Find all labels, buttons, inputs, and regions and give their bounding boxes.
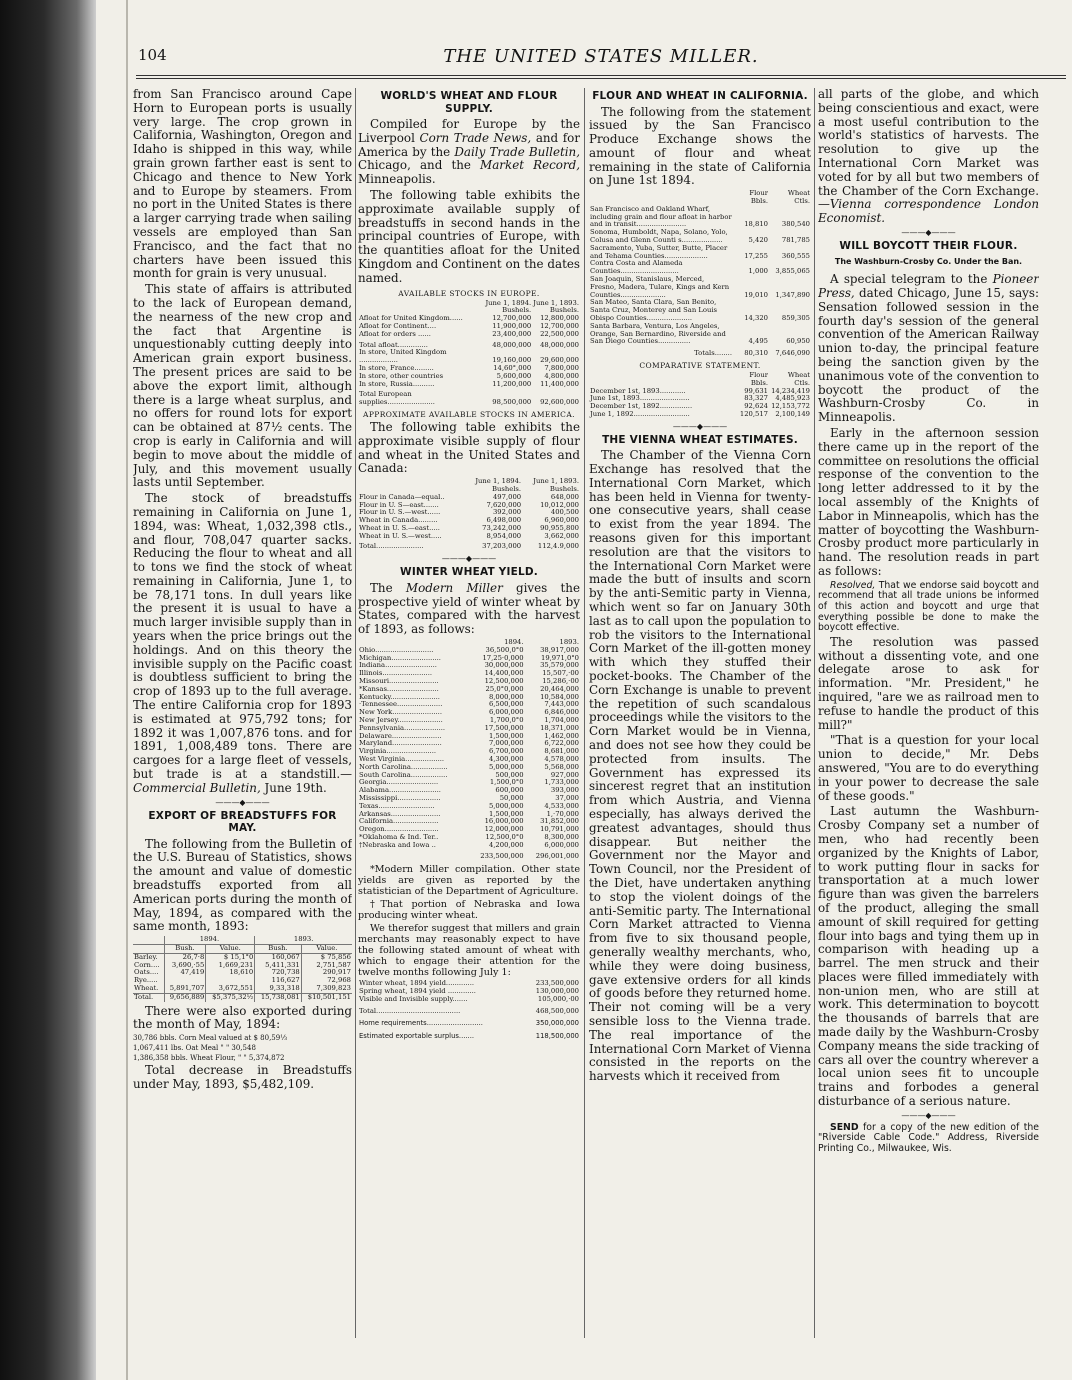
table-row: Illinois....................... 14,400,000 15,507,·00 — [359, 669, 579, 678]
table-row: California..................... 16,000,000 31,852,000 — [359, 817, 579, 826]
table-row: Alabama........................ 600,000 393,000 — [359, 786, 579, 795]
column-4 — [818, 88, 1039, 1368]
table-row: Pennsylvania................... 17,500,000 18,371,000 — [359, 723, 579, 732]
table-row: Arkansas....................... 1,500,000 1,·70,000 — [359, 809, 579, 818]
table-row: Rye..... 116,627 72,968 — [134, 976, 351, 985]
daily-trade-bulletin: Daily Trade Bulletin, — [454, 144, 580, 159]
table-row: San Joaquin, Stanislaus, Merced, Fresno, Madera, Tulare, Kings and Kern Counties..................... 19,010 1,347,890 — [590, 275, 810, 299]
table-total-row: Total...................... 37,203,000 112,4.9,000 — [359, 542, 579, 551]
table-row: In store, Russia.......... 11,200,000 11,400,000 — [359, 379, 579, 388]
table-row: Wheat in U. S.—east..... 73,242,000 90,955,800 — [359, 523, 579, 532]
header-rule — [136, 75, 1066, 76]
europe-stocks-table: June 1, 1894. June 1, 1893. Bushels. Bushels. Afloat for United Kingdom...... 12,700,000 12,800,000 Afloat for Continent.... 11,900,000 12,700,000 Afloat for orders ...... 23,400,000 22,500,000 Total afloat.............. 48,000,000 48,000,000 In store, United Kingdom .................. 19,160,000 29,600,000 In store, France......... 14,60°,000 7,800,000 In store, other countries 5,600,000 4,800,000 In store, Russia.......... 11,200,000 11,400,000 Total European supplies...................... 98,500,000 92,600,000 — [359, 298, 579, 407]
journal-title: THE UNITED STATES MILLER. — [443, 46, 759, 67]
table-row: Texas.......................... 5,000,000 4,533,000 — [359, 801, 579, 810]
table-row: Missouri....................... 12,500,000 15,286,·00 — [359, 676, 579, 685]
table-row: Total....................................... 468,500,000 — [359, 1006, 579, 1015]
table-row: Home requirements.......................... 350,000,000 — [359, 1019, 579, 1028]
table-row: †Nebraska and Iowa .. 4,200,000 6,000,000 — [359, 840, 579, 849]
california-stock-paragraph — [133, 492, 352, 796]
table-row: *Kansas........................ 25,0°0,000 20,464,000 — [359, 684, 579, 693]
table-total-row: Total European supplies...................... 98,500,000 92,600,000 — [359, 390, 579, 407]
bush-header: Bush. — [164, 945, 206, 954]
total-decrease-paragraph: Total decrease in Breadstuffs under May, 1893, $5,482,109. — [133, 1063, 352, 1091]
afternoon-paragraph: Early in the afternoon session there came up in the report of the committee on resolutions the official response of the convention to the long letter addressed to it by the local assembly of the Knights of Labor in Minneapolis, which has the matter of boycotting the Washburn-Crosby product more particularly in hand. The resolution reads in part as follows: — [818, 426, 1039, 578]
world-supply-heading: WORLD'S WHEAT AND FLOUR SUPPLY. — [380, 90, 558, 115]
table-total-row: 233,500,000 296,001,000 — [480, 852, 579, 861]
resolution-passed-paragraph: The resolution was passed without a dissenting vote, and one delegate arose to ask for information. "Mr. President," he inquired, "are we as railroad men to refuse to handle the product of this mill?" — [818, 634, 1039, 732]
table-row: Wheat in U. S.—west..... 8,954,000 3,662,000 — [359, 531, 579, 540]
table-row: Delaware....................... 1,500,000 1,462,000 — [359, 731, 579, 740]
resolved-paragraph: Resolved, That we endorse said boycott and recommend that all trade unions be informed of this action and boycott and urge that everything possible be done to make the boycott effective. — [818, 579, 1039, 634]
table-row: Mississippi.................... 50,000 37,000 — [359, 793, 579, 802]
year-1894-header: 1894. — [164, 936, 255, 944]
california-stock-table: Flour Bbls. Wheat Ctls. San Francisco and Oakland Wharf, including grain and flour afloat in harbor and in transit....................... 18,810 380,540 Sonoma, Humboldt, Napa, Solano, Yolo, Colusa and Glenn Counti s................... 5,420 781,785 Sacramento, Yuba, Sutter, Butte, Placer and Tehama Counties.................... 17,255 360,555 Contra Costa and Alameda Counties........................... 1,000 3,855,065 San Joaquin, Stanislaus, Merced, Fresno, Madera, Tulare, Kings and Kern Counties..................... 19,010 1,347,890 San Mateo, Santa Clara, San Benito, Santa Cruz, Monterey and San Louis Obispo Counties..................... 14,320 859,305 Santa Barbara, Ventura, Los Angeles, Orange, San Bernardino, Riverside and San Diego Counties............... 4,495 60,950 Totals........ 80,310 7,646,090 — [590, 189, 810, 358]
table-row: Georgia........................ 1,500,0°0 1,733,000 — [359, 778, 579, 787]
table-row: Total afloat.............. 48,000,000 48,000,000 — [359, 340, 579, 349]
table-row: Maryland....................... 7,000,000 6,722,000 — [359, 739, 579, 748]
also-exported-line: 1,067,411 lbs. Oat Meal " " 30,548 — [133, 1044, 256, 1053]
table-row: Wheat. 5,891,707 3,672,551 9,33,318 7,309,823 — [134, 984, 351, 992]
source-date: June 19th. — [264, 780, 327, 795]
modern-miller: Modern Miller — [405, 580, 503, 595]
table-row: West Virginia.................. 4,300,000 4,578,000 — [359, 754, 579, 763]
also-exported-line: 30,786 bbls. Corn Meal valued at $ 80,59⅓ — [133, 1034, 287, 1043]
table-row: Indiana........................ 30,000,000 35,579,000 — [359, 661, 579, 670]
ornament-divider: ———◆——— — [441, 554, 497, 564]
table-row: Visible and Invisible supply....... 105,000,·00 — [359, 994, 579, 1003]
table-row: Corn.... 3,690,·55 1,669,231 5,411,331 2,751,587 — [134, 960, 351, 969]
vienna-heading: THE VIENNA WHEAT ESTIMATES. — [602, 433, 798, 446]
table-row: San Mateo, Santa Clara, San Benito, Santa Cruz, Monterey and San Louis Obispo Counties..................... 14,320 859,305 — [590, 298, 810, 323]
table-row: June 1st, 1893....................... 83,327 4,485,923 — [590, 394, 810, 403]
table-row: Afloat for United Kingdom...... 12,700,000 12,800,000 — [359, 314, 579, 323]
table-total-row: Total. 9,656,889 $5,375,32½ 15,738,081 $10,501,151 — [134, 992, 351, 1001]
table-row: Santa Barbara, Ventura, Los Angeles, Orange, San Bernardino, Riverside and San Diego Counties............... 4,495 60,950 — [590, 321, 810, 346]
table-row: June 1, 1892.......................... 120,517 2,100,149 — [590, 410, 810, 418]
america-table-caption: APPROXIMATE AVAILABLE STOCKS IN AMERICA. — [363, 409, 575, 419]
world-supply-intro: Compiled for Europe by the Liverpool Corn Trade News, and for America by the Daily Trade Bulletin, Chicago, and the Market Record, Minneapolis. — [358, 117, 580, 187]
corn-trade-news: Corn Trade News, — [419, 130, 532, 145]
stock-text: The stock of breadstuffs remaining in California on June 1, 1894, was: Wheat, 1,032,398 ctls., and flour, 708,047 quarter sacks. Reducing the flour to wheat and all to tons we find the stock of wheat remaining in California, June 1, to be 78,171 tons. In dull years like the present it is usual to have a much larger invisible supply than in years when the price brings out the holdings. And on this theory the invisible supply on the Pacific coast is doubtless sufficient to bring the crop of 1893 up to the full average. The entire California crop for 1893 is estimated at 975,792 tons; for 1892 it was 1,007,876 tons. and for 1891, 1,008,489 tons. There are cargoes for a large fleet of vessels, but trade is at a standstill.— — [133, 491, 352, 782]
newspaper-page — [96, 0, 1072, 1380]
also-exported-paragraph: There were also exported during the month of May, 1894: — [133, 1003, 352, 1032]
suggest-paragraph: We therefor suggest that millers and grain merchants may reasonably expect to have the following stated amount of wheat with which to engage their attention for the twelve months following July 1: — [358, 923, 580, 979]
vienna-continued: all parts of the globe, and which being conscientious and exact, were a most useful contribution to the world's statistics of harvests. The resolution to give up the International Corn Market was voted for by all but two members of the Chamber of the Corn Exchange.—Vienna correspondence London Economist. — [818, 88, 1039, 226]
page-number: 104 — [138, 46, 167, 64]
table-total-row: Totals........ 80,310 7,646,090 — [694, 349, 810, 358]
california-flour-intro: The following from the statement issued by the San Francisco Produce Exchange shows the amount of flour and wheat remaining in the state of California on June 1st 1894. — [589, 104, 811, 188]
debs-paragraph: "That is a question for your local union to decide," Mr. Debs answered, "You are to do everything in your power to decrease the sale of these goods." — [818, 733, 1039, 803]
table-row: Spring wheat, 1894 yield ............. 130,000,000 — [359, 987, 579, 996]
footnote-modern-miller: *Modern Miller compilation. Other state yields are given as reported by the statistician of the Department of Agriculture. — [358, 864, 580, 898]
america-stocks-table: June 1, 1894. June 1, 1893. Bushels. Bushels. Flour in Canada—equal.. 497,000 648,000 Flour in U. S—east....... 7,620,000 10,012,000 Flour in U. S.—west...... 392,000 400,500 Wheat in Canada......... 6,498,000 6,960,000 Wheat in U. S.—east..... 73,242,000 90,955,800 Wheat in U. S.—west..... 8,954,000 3,662,000 Total...................... 37,203,000 112,4.9,000 — [359, 477, 579, 551]
comparative-table: Flour Bbls. Wheat Ctls. December 1st, 1893............ 99,631 14,234,419 June 1st, 1893....................... 83,327 4,485,923 December 1st, 1892............... 92,624 12,153,772 June 1, 1892.......................... 120,517 2,100,149 — [590, 371, 810, 418]
header-rule-thin — [136, 78, 1066, 79]
table-row: In store, other countries 5,600,000 4,800,000 — [359, 371, 579, 380]
table-row: Barley. 26,7·8 $ 15,1°0 160,067 $ 75,856 — [134, 952, 351, 961]
california-flour-heading: FLOUR AND WHEAT IN CALIFORNIA. — [592, 90, 808, 102]
footnote-nebraska-iowa: †That portion of Nebraska and Iowa producing winter wheat. — [358, 899, 580, 922]
column-rule-1 — [355, 88, 356, 1338]
table-row: Oats.... 47,419 18,610 720,738 290,917 — [134, 968, 351, 977]
column-1 — [133, 88, 352, 1368]
table-row: ·Tennessee..................... 6,500,000 7,443,000 — [359, 700, 579, 709]
europe-table-caption: AVAILABLE STOCKS IN EUROPE. — [398, 288, 540, 298]
boycott-heading: WILL BOYCOTT THEIR FLOUR. — [839, 239, 1018, 252]
bush-header: Bush. — [255, 945, 301, 954]
pioneer-press: Pioneer Press, — [818, 272, 1039, 301]
table-row: Flour in U. S.—west...... 392,000 400,500 — [359, 508, 579, 517]
source-citation: Commercial Bulletin, — [133, 780, 261, 795]
ornament-divider: ———◆——— — [672, 421, 728, 431]
europe-table-intro: The following table exhibits the approximate available supply of breadstuffs in second hands in the principal countries of Europe, with the quantities afloat for the United Kingdom and Continent on the dates named. — [358, 187, 580, 285]
column-3 — [589, 88, 811, 1368]
table-row: In store, United Kingdom .................. 19,160,000 29,600,000 — [359, 348, 579, 365]
table-row: New York....................... 6,000,000 6,846,000 — [359, 708, 579, 717]
value-header: Value. — [206, 945, 255, 954]
export-table — [133, 936, 352, 1001]
ornament-divider: ———◆——— — [215, 797, 270, 807]
boycott-paragraph: A special telegram to the Pioneer Press, dated Chicago, June 15, says: Sensation followed session in the fourth day's session of the general convention of the American Railway union to-day, the principal feature being the sanction given by the unanimous vote of the convention to boycott the product of the Washburn-Crosby Co. in Minneapolis. — [818, 272, 1039, 425]
export-intro-paragraph: The following from the Bulletin of the U.S. Bureau of Statistics, shows the amount and value of domestic breadstuffs exported from all American ports during the month of May, 1894, as compared with the same month, 1893: — [133, 836, 352, 934]
table-row: Michigan....................... 17,25·0,000 19,971,0°0 — [359, 653, 579, 662]
vienna-paragraph: The Chamber of the Vienna Corn Exchange has resolved that the International Corn Market, which has been held in Vienna for twenty-one consecutive years, shall cease to exist from the year 1894. The reasons given for this important resolution are that the visitors to the International Corn Market were made the butt of insults and scorn by the anti-Semitic party in Vienna, which went so far on January 30th last as to call upon the population to rob the visitors to the International Corn Market of the ill-gotten money with which they stuffed their pocket-books. The Chamber of the Corn Exchange is unable to prevent the repetition of such scandalous proceedings while the visitors to the Corn Market would be in Vienna, and does not see how they could be protected from insults. The Government has expressed its sincerest regret that an institution from which Austria, and Vienna especially, has always derived the greatest advantages, should thus disappear. But neither the Government nor the Mayor and Town Council, nor the President of the Diet, have undertaken anything to stop the violent doings of the anti-Semitic party. The International Corn Market attracted to Vienna from five to six thousand people, generally wealthy merchants, who, while they were doing business, gave extensive orders for all kinds of goods before they returned home. Their not coming will be a very sensible loss to the Vienna trade. The real importance of the International Corn Market of Vienna consisted in the reports on the harvests which it received from — [589, 448, 811, 1084]
european-demand-paragraph: This state of affairs is attributed to the lack of European demand, the nearness of the new crop and the fact that Argentine is unquestionably cutting deeply into American grain export business. The present prices are said to be above the export limit, although there is a large wheat surplus, and no offers for round lots for export can be obtained at 87½ cents. The crop is early in California and will begin to move about the middle of July, and this movement usually lasts until September. — [133, 282, 352, 490]
boycott-subheading: The Washburn-Crosby Co. Under the Ban. — [834, 257, 1023, 267]
comparative-caption: COMPARATIVE STATEMENT. — [639, 361, 761, 371]
column-rule-2 — [584, 88, 585, 1338]
ornament-divider: ———◆——— — [901, 1110, 956, 1120]
table-row: In store, France......... 14,60°,000 7,800,000 — [359, 363, 579, 372]
table-row: Sonoma, Humboldt, Napa, Solano, Yolo, Colusa and Glenn Counti s................... 5,420 781,785 — [590, 228, 810, 245]
california-shipping-paragraph: from San Francisco around Cape Horn to European ports is usually very large. The crop grown in California, Washington, Oregon and Idaho is shipped in this way, while grain grown farther east is sent to Chicago and thence to New York and to Europe by steamers. From no port in the United States is there a larger carrying trade when sailing vessels are employed than San Francisco, and the fact that no charters have been issued this month for grain is very unusual. — [133, 88, 352, 281]
table-row: Afloat for orders ...... 23,400,000 22,500,000 — [359, 329, 579, 338]
table-row: Ohio........................... 36,500,0°0 38,917,000 — [359, 645, 579, 654]
ornament-divider: ———◆——— — [901, 227, 956, 237]
table-row: Afloat for Continent.... 11,900,000 12,700,000 — [359, 321, 579, 330]
america-table-intro: The following table exhibits the approximate visible supply of flour and wheat in the United States and Canada: — [358, 419, 580, 476]
table-row: New Jersey..................... 1,700,0°0 1,704,000 — [359, 715, 579, 724]
table-row: Flour in Canada—equal.. 497,000 648,000 — [359, 492, 579, 501]
column-rule-3 — [814, 88, 815, 1338]
table-row: Estimated exportable surplus....... 118,500,000 — [359, 1032, 579, 1041]
year-1893-header: 1893. — [255, 936, 352, 944]
table-row: Oregon......................... 12,000,000 10,791,000 — [359, 825, 579, 834]
gutter-line — [126, 0, 128, 1380]
table-row: South Carolina................. 500,000 927,000 — [359, 770, 579, 779]
table-row: North Carolina................. 5,000,000 5,568,000 — [359, 762, 579, 771]
book-binding — [0, 0, 96, 1380]
running-header — [136, 46, 1066, 72]
table-row: Sacramento, Yuba, Sutter, Butte, Placer and Tehama Counties.................... 17,255 360,555 — [590, 243, 810, 260]
table-row: December 1st, 1892............... 92,624 12,153,772 — [590, 402, 810, 411]
table-row: Wheat in Canada......... 6,498,000 6,960,000 — [359, 516, 579, 525]
table-row: *Oklahoma & Ind. Ter.. 12,500,0°0 8,300,000 — [359, 832, 579, 841]
export-breadstuffs-heading: EXPORT OF BREADSTUFFS FOR MAY. — [148, 809, 337, 835]
also-exported-line: 1,386,358 bbls. Wheat Flour, " " 5,374,872 — [133, 1054, 285, 1063]
table-row: San Francisco and Oakland Wharf, including grain and flour afloat in harbor and in transit....................... 18,810 380,540 — [590, 204, 810, 229]
winter-wheat-heading: WINTER WHEAT YIELD. — [400, 566, 538, 579]
last-autumn-paragraph: Last autumn the Washburn-Crosby Company set a number of men, who had recently been organized by the Knights of Labor, to work putting flour in sacks for transportation at a much lower figure than was given the barrelers of the product, alleging the small amount of skill required for getting flour into bags and tying them up in comparison with heading up a barrel. The men struck and their places were filled immediately with non-union men, who are still at work. This determination to boycott the thousands of barrels that are made daily by the Washburn-Crosby Company means the side tracking of cars all over the country wherever a local union sees fit to uncouple trains and forbodes a general disturbance of a serious nature. — [818, 804, 1039, 1109]
table-row: Winter wheat, 1894 yield............. 233,500,000 — [359, 979, 579, 988]
table-row: December 1st, 1893............ 99,631 14,234,419 — [590, 386, 810, 395]
summary-table — [358, 980, 580, 1041]
winter-wheat-intro: The Modern Miller gives the prospective yield of winter wheat by States, compared with the harvest of 1893, as follows: — [358, 580, 580, 637]
table-row: Flour in U. S—east....... 7,620,000 10,012,000 — [359, 500, 579, 509]
market-record: Market Record, — [480, 158, 580, 173]
value-header: Value. — [301, 945, 352, 954]
table-row: Contra Costa and Alameda Counties........................... 1,000 3,855,065 — [590, 259, 810, 276]
winter-wheat-table: 1894. 1893. Ohio........................... 36,500,0°0 38,917,000 Michigan....................... 17,25·0,000 19,971,0°0 Indiana........................ 30,000,000 35,579,000 Illinois....................... 14,400,000 15,507,·00 Missouri....................... 12,500,000 15,286,·00 *Kansas........................ 25,0°0,000 20,464,000 Kentucky....................... 8,000,000 10,584,000 ·Tennessee..................... 6,500,000 7,443,000 New York....................... 6,000,000 6,846,000 New Jersey..................... 1,700,0°0 1,704,000 Pennsylvania................... 17,500,000 18,371,000 Delaware....................... 1,500,000 1,462,000 Maryland....................... 7,000,000 6,722,000 Virginia....................... 6,700,000 8,681,000 West Virginia.................. 4,300,000 4,578,000 North Carolina................. 5,000,000 5,568,000 South Carolina................. 500,000 927,000 Georgia........................ 1,500,0°0 1,733,000 Alabama........................ 600,000 393,000 Mississippi.................... 50,000 37,000 Texas.......................... 5,000,000 4,533,000 Arkansas....................... 1,500,000 1,·70,000 California..................... 16,000,000 31,852,000 Oregon......................... 12,000,000 10,791,000 *Oklahoma & Ind. Ter.. 12,500,0°0 8,300,000 †Nebraska and Iowa .. 4,200,000 6,000,000 233,500,000 296,001,000 — [359, 637, 579, 861]
table-row: Kentucky....................... 8,000,000 10,584,000 — [359, 692, 579, 701]
column-2 — [358, 88, 580, 1368]
vienna-source: Vienna correspondence London Economist. — [818, 197, 1039, 226]
riverside-advertisement: SEND for a copy of the new edition of the "Riverside Cable Code." Address, Riverside Printing Co., Milwaukee, Wis. — [818, 1121, 1039, 1155]
table-row: Virginia....................... 6,700,000 8,681,000 — [359, 747, 579, 756]
